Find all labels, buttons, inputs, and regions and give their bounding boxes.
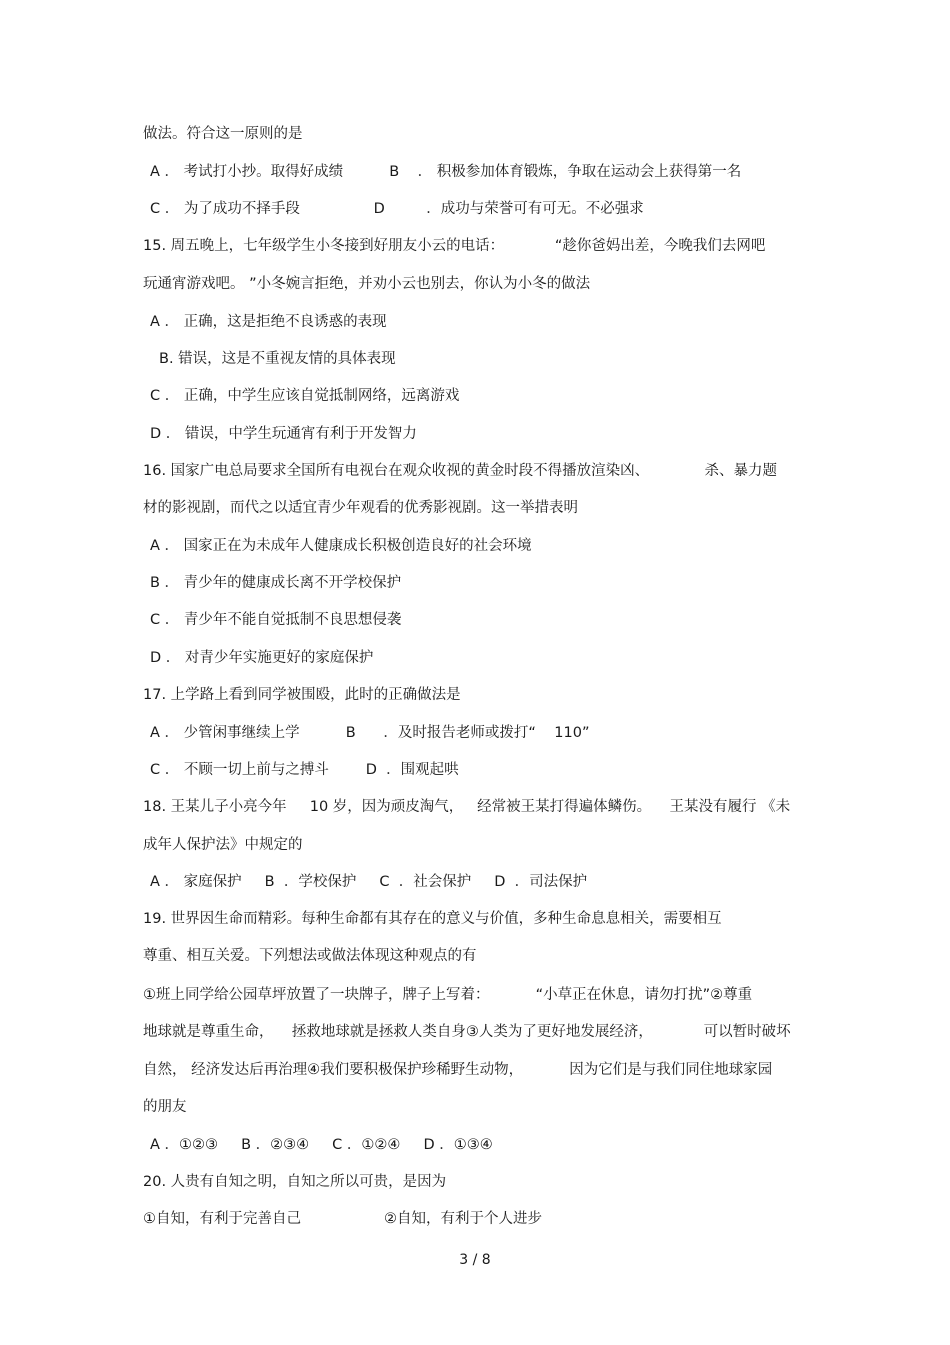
text-line: 自然， 经济发达后再治理④我们要积极保护珍稀野生动物， 因为它们是与我们同住地球家园 xyxy=(143,1062,773,1078)
text-line: ①自知，有利于完善自己 ②自知，有利于个人进步 xyxy=(143,1211,542,1227)
option-line: C ． 青少年不能自觉抵制不良思想侵袭 xyxy=(150,612,402,628)
option-line: A ． 国家正在为未成年人健康成长积极创造良好的社会环境 xyxy=(150,538,532,554)
text-line: ①班上同学给公园草坪放置了一块牌子，牌子上写着： “小草正在休息，请勿打扰”②尊重 xyxy=(143,987,753,1003)
question-16: 16. 国家广电总局要求全国所有电视台在观众收视的黄金时段不得播放渲染凶、 杀、暴力题 xyxy=(143,463,777,479)
text-line: 地球就是尊重生命， 拯救地球就是拯救人类自身③人类为了更好地发展经济， 可以暂时破坏 xyxy=(143,1024,791,1040)
question-18: 18. 王某儿子小亮今年 10 岁，因为顽皮淘气， 经常被王某打得遍体鳞伤。 王某没有履行 《未 xyxy=(143,799,791,815)
option-line: D ． 对青少年实施更好的家庭保护 xyxy=(150,650,374,666)
text-line: 做法。符合这一原则的是 xyxy=(143,126,303,142)
option-line: A ． 少管闲事继续上学 B ．及时报告老师或拨打“ 110” xyxy=(150,725,590,741)
option-line: C ． 为了成功不择手段 D ．成功与荣誉可有可无。不必强求 xyxy=(150,201,644,217)
option-line: B. 错误，这是不重视友情的具体表现 xyxy=(159,351,396,367)
option-line: B ． 青少年的健康成长离不开学校保护 xyxy=(150,575,402,591)
option-line: A ． 家庭保护 B ．学校保护 C ．社会保护 D ．司法保护 xyxy=(150,874,588,890)
text-line: 玩通宵游戏吧。 ”小冬婉言拒绝，并劝小云也别去，你认为小冬的做法 xyxy=(143,276,591,292)
text-line: 成年人保护法》中规定的 xyxy=(143,837,303,853)
option-line: D ． 错误，中学生玩通宵有利于开发智力 xyxy=(150,426,417,442)
option-line: A ． 考试打小抄。取得好成绩 B ． 积极参加体育锻炼，争取在运动会上获得第一名 xyxy=(150,164,742,180)
option-line: A ．①②③ B ．②③④ C ．①②④ D ．①③④ xyxy=(150,1137,493,1153)
text-line: 的朋友 xyxy=(143,1099,187,1115)
text-line: 尊重、相互关爱。下列想法或做法体现这种观点的有 xyxy=(143,948,477,964)
question-20: 20. 人贵有自知之明，自知之所以可贵，是因为 xyxy=(143,1174,447,1190)
text-line: 材的影视剧，而代之以适宜青少年观看的优秀影视剧。这一举措表明 xyxy=(143,500,578,516)
question-17: 17. 上学路上看到同学被围殴，此时的正确做法是 xyxy=(143,687,461,703)
question-19: 19. 世界因生命而精彩。每种生命都有其存在的意义与价值，多种生命息息相关，需要相互 xyxy=(143,911,722,927)
question-15: 15. 周五晚上，七年级学生小冬接到好朋友小云的电话： “趁你爸妈出差，今晚我们去网吧 xyxy=(143,238,766,254)
option-line: A ． 正确，这是拒绝不良诱惑的表现 xyxy=(150,314,387,330)
page-number: 3 / 8 xyxy=(459,1252,491,1268)
option-line: C ． 不顾一切上前与之搏斗 D ．围观起哄 xyxy=(150,762,459,778)
option-line: C ． 正确，中学生应该自觉抵制网络，远离游戏 xyxy=(150,388,460,404)
